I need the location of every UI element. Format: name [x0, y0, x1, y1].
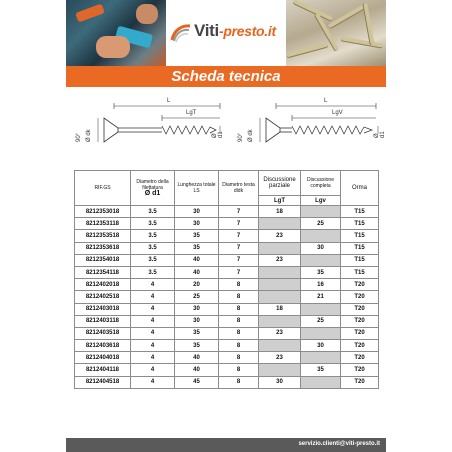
table-cell: [301, 254, 341, 266]
table-cell: T15: [341, 254, 379, 266]
table-cell: 8212403518: [75, 327, 131, 339]
table-cell: [259, 266, 301, 278]
table-cell: 4: [131, 279, 175, 291]
table-cell: [259, 315, 301, 327]
table-cell: 8: [219, 303, 259, 315]
table-cell: 7: [219, 230, 259, 242]
table-row: [75, 206, 379, 218]
spec-table: [74, 170, 379, 389]
table-row: [75, 352, 379, 364]
table-cell: 40: [175, 364, 219, 376]
table-cell: 45: [175, 376, 219, 388]
table-cell: 8212354018: [75, 254, 131, 266]
header-lgt: LgT: [259, 196, 301, 206]
table-cell: 23: [259, 327, 301, 339]
title-band: [66, 66, 386, 87]
table-cell: 4: [131, 352, 175, 364]
table-cell: 25: [301, 218, 341, 230]
table-row: [75, 364, 379, 376]
table-cell: 16: [301, 279, 341, 291]
table-row: [75, 340, 379, 352]
table-row: [75, 315, 379, 327]
table-cell: T20: [341, 303, 379, 315]
table-row: [75, 242, 379, 254]
table-cell: [259, 291, 301, 303]
table-cell: 40: [175, 266, 219, 278]
header-length: Lunghezza totale LS: [175, 171, 219, 206]
table-cell: 3.5: [131, 254, 175, 266]
table-cell: 35: [175, 327, 219, 339]
table-cell: 8212403118: [75, 315, 131, 327]
table-cell: 8212353518: [75, 230, 131, 242]
table-cell: T20: [341, 376, 379, 388]
table-cell: 25: [175, 291, 219, 303]
table-cell: 30: [175, 206, 219, 218]
shank-diameter-label: Ø d1: [212, 131, 224, 138]
table-cell: 3.5: [131, 266, 175, 278]
header-thread-partial: Discussione parziale: [259, 171, 301, 196]
table-row: [75, 230, 379, 242]
table-cell: 30: [175, 303, 219, 315]
table-cell: [301, 376, 341, 388]
head-angle-label: 90°: [238, 132, 244, 142]
header-head-diameter: Diametro testa dldk: [219, 171, 259, 206]
header-code: RIF.GS: [75, 171, 131, 206]
table-cell: 8212404518: [75, 376, 131, 388]
table-cell: 35: [175, 230, 219, 242]
table-cell: 20: [175, 279, 219, 291]
table-cell: 21: [301, 291, 341, 303]
brand-name: Viti-presto.it: [194, 21, 276, 40]
table-cell: T15: [341, 206, 379, 218]
table-cell: [259, 340, 301, 352]
table-cell: [259, 279, 301, 291]
brand-swoosh-icon: [170, 22, 192, 44]
table-cell: 30: [301, 340, 341, 352]
table-cell: 8: [219, 279, 259, 291]
table-cell: 18: [259, 303, 301, 315]
table-cell: 8212404118: [75, 364, 131, 376]
table-cell: 8212402018: [75, 279, 131, 291]
table-cell: [301, 206, 341, 218]
table-cell: 3.5: [131, 242, 175, 254]
tools-photo: [66, 0, 166, 66]
table-cell: 30: [175, 218, 219, 230]
table-cell: 25: [301, 315, 341, 327]
table-cell: 3.5: [131, 206, 175, 218]
table-cell: [301, 303, 341, 315]
table-cell: [259, 364, 301, 376]
contact-email-link[interactable]: servizio.clienti@viti-presto.it: [298, 441, 380, 447]
table-cell: T15: [341, 266, 379, 278]
table-cell: 8212404018: [75, 352, 131, 364]
table-cell: 7: [219, 242, 259, 254]
screw-drawing-full-thread: [236, 96, 386, 158]
length-label: L: [324, 98, 328, 104]
table-cell: 3.5: [131, 230, 175, 242]
table-cell: 8212403618: [75, 340, 131, 352]
table-cell: [301, 230, 341, 242]
table-cell: 8: [219, 352, 259, 364]
table-cell: [259, 242, 301, 254]
thread-length-label: LgT: [186, 110, 197, 116]
header-thread-full: Discussione completa: [301, 171, 341, 196]
header-drive: Orma: [341, 171, 379, 206]
table-row: [75, 218, 379, 230]
head-angle-label: 90°: [76, 132, 82, 142]
table-cell: 8: [219, 315, 259, 327]
table-cell: 4: [131, 340, 175, 352]
table-cell: 8212354118: [75, 266, 131, 278]
table-cell: T20: [341, 279, 379, 291]
screw-drawing-partial-thread: [74, 96, 224, 158]
header: [66, 0, 386, 66]
table-row: [75, 279, 379, 291]
table-cell: 8212402518: [75, 291, 131, 303]
footer-bar: [66, 438, 386, 452]
table-cell: 8: [219, 327, 259, 339]
table-cell: 4: [131, 291, 175, 303]
table-cell: T20: [341, 327, 379, 339]
table-cell: 23: [259, 352, 301, 364]
table-row: [75, 327, 379, 339]
table-cell: 35: [301, 364, 341, 376]
table-cell: [301, 327, 341, 339]
shank-diameter-label: Ø d1: [374, 131, 386, 138]
table-cell: 8: [219, 376, 259, 388]
table-cell: 8212353118: [75, 218, 131, 230]
table-cell: 35: [301, 266, 341, 278]
table-cell: 8212353618: [75, 242, 131, 254]
table-cell: 8: [219, 340, 259, 352]
screw-full-thread-icon: [236, 96, 386, 158]
screw-partial-thread-icon: [74, 96, 224, 158]
head-diameter-label: Ø dk: [248, 129, 254, 142]
table-cell: T20: [341, 291, 379, 303]
table-cell: T20: [341, 315, 379, 327]
table-cell: 18: [259, 206, 301, 218]
table-cell: 7: [219, 254, 259, 266]
table-cell: 8212353018: [75, 206, 131, 218]
table-row: [75, 376, 379, 388]
table-cell: 30: [175, 315, 219, 327]
table-cell: 7: [219, 218, 259, 230]
table-cell: T15: [341, 218, 379, 230]
page-title: Scheda tecnica: [171, 68, 281, 85]
table-cell: T20: [341, 364, 379, 376]
table-cell: 4: [131, 303, 175, 315]
table-cell: 23: [259, 230, 301, 242]
table-cell: 7: [219, 266, 259, 278]
table-cell: 3.5: [131, 218, 175, 230]
header-diameter: Diametro della filettatura Ø d1: [131, 171, 175, 206]
screws-photo: [286, 0, 386, 66]
table-cell: T20: [341, 352, 379, 364]
table-cell: 40: [175, 352, 219, 364]
head-diameter-label: Ø dk: [86, 129, 92, 142]
table-cell: 40: [175, 254, 219, 266]
table-cell: 35: [175, 340, 219, 352]
table-row: [75, 303, 379, 315]
table-cell: 35: [175, 242, 219, 254]
brand-logo[interactable]: [170, 20, 284, 46]
table-cell: 8212403018: [75, 303, 131, 315]
thread-length-label: LgV: [332, 110, 343, 116]
table-cell: 7: [219, 206, 259, 218]
table-cell: T15: [341, 242, 379, 254]
table-row: [75, 291, 379, 303]
table-cell: 8: [219, 291, 259, 303]
table-cell: 4: [131, 315, 175, 327]
length-label: L: [167, 98, 171, 104]
header-lgv: Lgv: [301, 196, 341, 206]
table-row: [75, 254, 379, 266]
table-cell: 4: [131, 376, 175, 388]
table-cell: 30: [301, 242, 341, 254]
table-cell: 30: [259, 376, 301, 388]
table-cell: T15: [341, 230, 379, 242]
table-cell: 8: [219, 364, 259, 376]
table-cell: 4: [131, 364, 175, 376]
table-cell: [301, 352, 341, 364]
table-cell: 4: [131, 327, 175, 339]
table-cell: T20: [341, 340, 379, 352]
table-row: [75, 266, 379, 278]
table-cell: [259, 218, 301, 230]
table-cell: 23: [259, 254, 301, 266]
